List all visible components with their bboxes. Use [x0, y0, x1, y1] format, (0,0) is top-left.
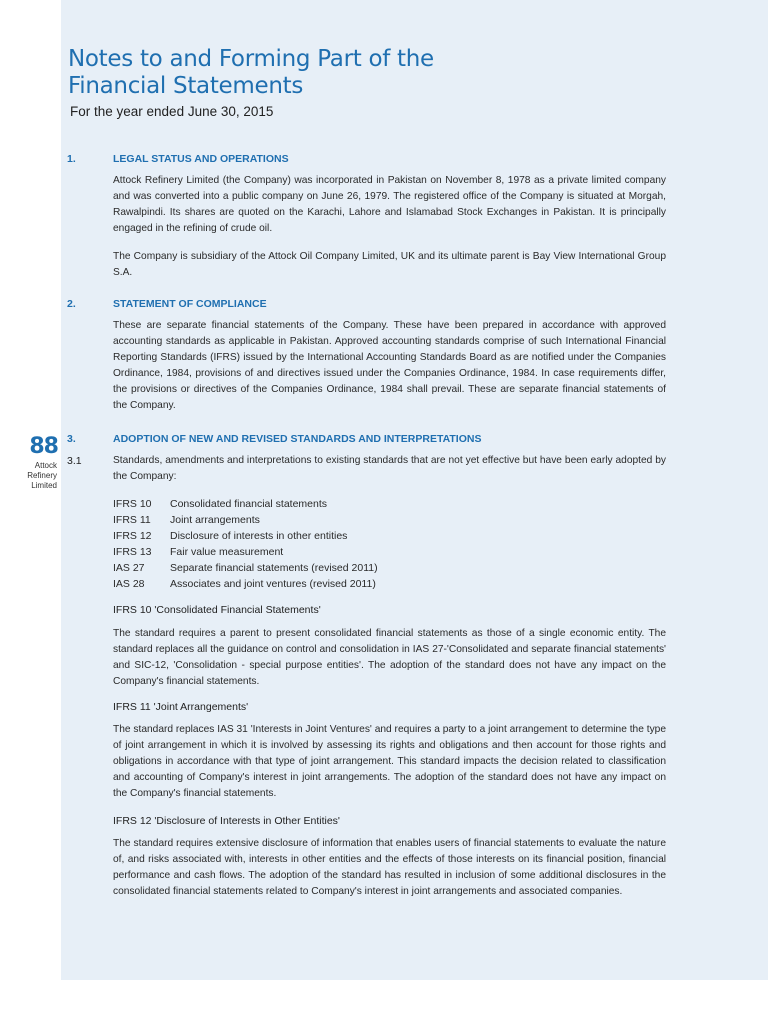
paragraph: The standard replaces IAS 31 'Interests in Joint Ventures' and requires a party to a joint arrangement to determine the type of joint arrangement in which it is involved by assessing its rights and obligations and then account for those rights and obligations in accordance with that type of joint arrangement. This standard impacts the decision related to classification and accounting of Company's interest in joint arrangements. The adoption of the standard does not have any impact on the Company's financial statements. [113, 724, 666, 799]
page-subtitle: For the year ended June 30, 2015 [70, 104, 274, 119]
company-name-line: Limited [31, 481, 57, 490]
section-title: ADOPTION OF NEW AND REVISED STANDARDS AND INTERPRETATIONS [113, 433, 482, 445]
standard-name: Separate financial statements (revised 2011) [170, 562, 378, 574]
page-title [68, 46, 434, 100]
standard-row [113, 496, 513, 512]
standard-name: Associates and joint ventures (revised 2011) [170, 578, 376, 590]
standard-row [113, 512, 513, 528]
section-number: 2. [67, 298, 76, 310]
title-line-2: Financial Statements [68, 73, 304, 99]
standard-code: IFRS 13 [113, 546, 152, 558]
standard-row [113, 544, 513, 560]
section-number: 3. [67, 433, 76, 445]
paragraph: Attock Refinery Limited (the Company) was incorporated in Pakistan on November 8, 1978 as a private limited company and was converted into a public company on June 26, 1979. The registered office of the Company is situated at Morgah, Rawalpindi. Its shares are quoted on the Karachi, Lahore and Islamabad Stock Exchanges in Pakistan. It is principally engaged in the refining of crude oil. [113, 175, 666, 234]
paragraph: Standards, amendments and interpretations to existing standards that are not yet effective but have been early adopted by the Company: [113, 455, 666, 482]
standard-name: Consolidated financial statements [170, 498, 328, 510]
standard-name: Disclosure of interests in other entities [170, 530, 348, 542]
subsection-number: 3.1 [67, 455, 82, 467]
standard-code: IFRS 11 [113, 514, 151, 526]
standard-heading: IFRS 12 'Disclosure of Interests in Other Entities' [113, 815, 340, 827]
paragraph: The standard requires a parent to present consolidated financial statements as those of a single economic entity. The standard replaces all the guidance on control and consolidation in IAS 27-'Consolidated and separate financial statements' and SIC-12, 'Consolidation - special purpose entities'. The adoption of the standard does not have any impact on the Company's financial statements. [113, 628, 666, 687]
section-title: STATEMENT OF COMPLIANCE [113, 298, 267, 310]
title-line-1: Notes to and Forming Part of the [68, 46, 434, 72]
company-name [14, 461, 57, 491]
standards-list [113, 496, 513, 592]
section-number: 1. [67, 153, 76, 165]
standard-row [113, 528, 513, 544]
standard-heading: IFRS 10 'Consolidated Financial Statements' [113, 604, 321, 616]
company-name-line: Refinery [27, 471, 57, 480]
paragraph: The Company is subsidiary of the Attock Oil Company Limited, UK and its ultimate parent is Bay View International Group S.A. [113, 251, 666, 278]
standard-code: IFRS 12 [113, 530, 152, 542]
section-title: LEGAL STATUS AND OPERATIONS [113, 153, 289, 165]
standard-code: IAS 27 [113, 562, 145, 574]
paragraph: The standard requires extensive disclosure of information that enables users of financial statements to evaluate the nature of, and risks associated with, interests in other entities and the effects of those interests on its financial position, financial performance and cash flows. The adoption of the standard has resulted in inclusion of some additional disclosures in the consolidated financial statements related to Company's interest in joint arrangements and associated companies. [113, 838, 666, 897]
standard-code: IAS 28 [113, 578, 145, 590]
standard-row [113, 576, 513, 592]
page-number: 88 [29, 434, 58, 459]
standard-name: Fair value measurement [170, 546, 284, 558]
paragraph: These are separate financial statements of the Company. These have been prepared in accordance with approved accounting standards as applicable in Pakistan. Approved accounting standards comprise of such International Financial Reporting Standards (IFRS) issued by the International Accounting Standards Board as are notified under the Companies Ordinance, 1984, provisions of and directives issued under the Companies Ordinance, 1984. In case requirements differ, the provisions or directives of the Companies Ordinance, 1984 shall prevail. These are separate financial statements of the Company. [113, 320, 666, 411]
company-name-line: Attock [34, 461, 57, 470]
standard-code: IFRS 10 [113, 498, 152, 510]
standard-heading: IFRS 11 'Joint Arrangements' [113, 701, 249, 713]
standard-row [113, 560, 513, 576]
standard-name: Joint arrangements [170, 514, 260, 526]
content-panel [61, 0, 768, 980]
